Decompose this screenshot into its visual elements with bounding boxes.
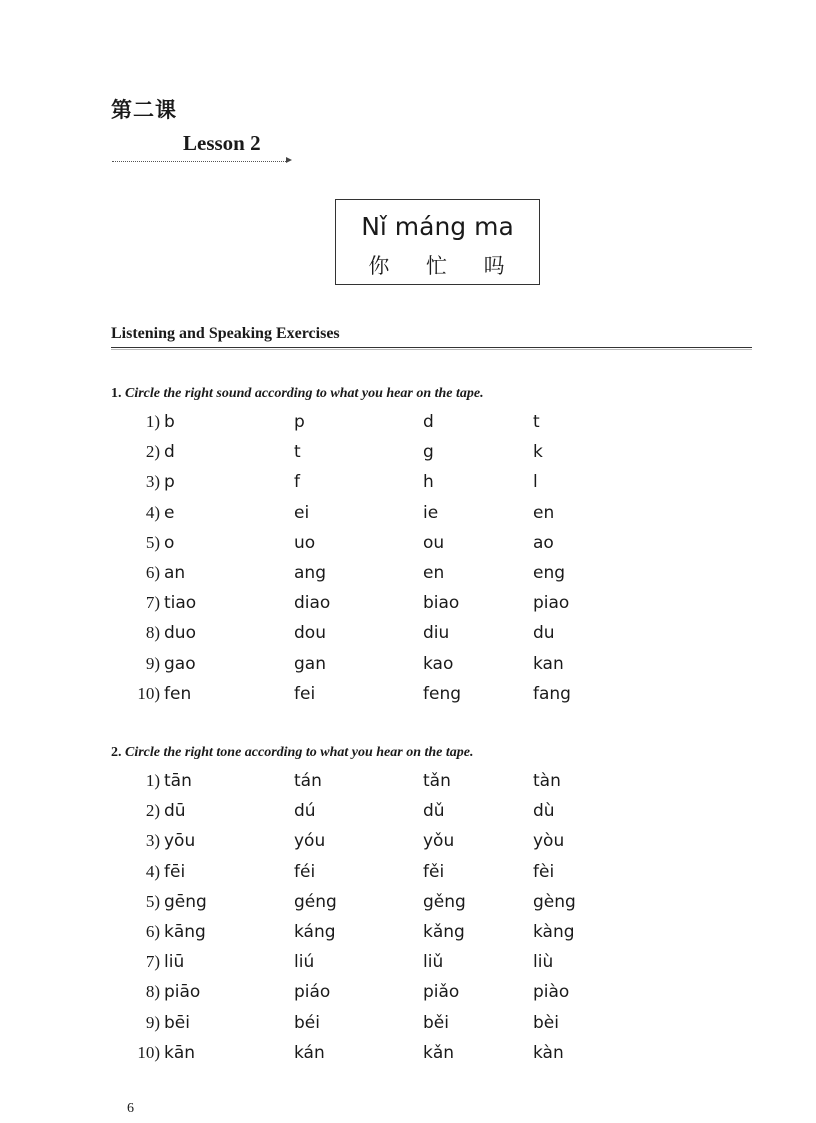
answer-option[interactable]: béi <box>294 1012 320 1033</box>
answer-option[interactable]: f <box>294 472 300 493</box>
answer-option[interactable]: yōu <box>164 831 196 852</box>
answer-option[interactable]: yǒu <box>423 831 455 852</box>
lesson-title-box <box>335 199 540 285</box>
answer-option[interactable]: eng <box>533 563 566 583</box>
exercise-row <box>0 1013 816 1039</box>
answer-option[interactable]: ie <box>423 502 439 523</box>
answer-option[interactable]: dou <box>294 623 326 644</box>
answer-option[interactable]: ang <box>294 563 326 583</box>
answer-option[interactable]: l <box>533 472 538 493</box>
arrow-icon <box>286 157 292 163</box>
answer-option[interactable]: dú <box>294 801 316 822</box>
answer-option[interactable]: kǎn <box>423 1042 455 1063</box>
answer-option[interactable]: tiao <box>164 593 197 614</box>
item-number: 3) <box>145 472 160 492</box>
answer-option[interactable]: tān <box>164 771 192 791</box>
answer-option[interactable]: fei <box>294 683 316 704</box>
answer-option[interactable]: tàn <box>533 771 561 791</box>
item-number: 10) <box>137 1042 160 1062</box>
item-number: 6) <box>145 922 160 941</box>
answer-option[interactable]: du <box>533 623 555 644</box>
exercise-row <box>0 1043 816 1069</box>
section-divider <box>111 347 752 348</box>
exercise-row <box>0 412 816 438</box>
answer-option[interactable]: kan <box>533 653 564 674</box>
answer-option[interactable]: běi <box>423 1012 449 1033</box>
item-number: 7) <box>145 593 160 613</box>
answer-option[interactable]: b <box>164 412 175 432</box>
exercise-row <box>0 623 816 649</box>
answer-option[interactable]: káng <box>294 922 336 942</box>
answer-option[interactable]: ei <box>294 502 310 523</box>
answer-option[interactable]: en <box>423 563 445 583</box>
item-number: 3) <box>145 831 160 851</box>
exercise-row <box>0 982 816 1008</box>
item-number: 10) <box>137 683 160 703</box>
exercise-row <box>0 862 816 888</box>
answer-option[interactable]: dù <box>533 801 555 822</box>
answer-option[interactable]: dū <box>164 801 186 822</box>
answer-option[interactable]: bèi <box>533 1012 559 1033</box>
item-number: 4) <box>145 861 160 881</box>
answer-option[interactable]: gèng <box>533 891 576 912</box>
item-number: 1) <box>145 412 160 431</box>
answer-option[interactable]: yóu <box>294 831 326 852</box>
exercise-row <box>0 952 816 978</box>
exercise-row <box>0 654 816 680</box>
answer-option[interactable]: k <box>533 442 543 463</box>
exercise-2-number: 2. <box>111 745 122 760</box>
exercise-row <box>0 503 816 529</box>
item-number: 1) <box>145 771 160 790</box>
answer-option[interactable]: uo <box>294 532 316 553</box>
answer-option[interactable]: p <box>294 412 305 432</box>
answer-option[interactable]: tán <box>294 771 322 791</box>
answer-option[interactable]: piào <box>533 982 570 1003</box>
answer-option[interactable]: kán <box>294 1042 325 1063</box>
answer-option[interactable]: d <box>423 412 434 432</box>
answer-option[interactable]: h <box>423 472 434 493</box>
exercise-row <box>0 472 816 498</box>
title-hanzi: 你 忙 吗 <box>368 254 507 278</box>
exercise-1-text: Circle the right sound according to what you hear on the tape. <box>125 386 484 401</box>
answer-option[interactable]: ao <box>533 532 554 553</box>
answer-option[interactable]: piao <box>533 593 570 614</box>
answer-option[interactable]: en <box>533 502 555 523</box>
exercise-row <box>0 771 816 797</box>
answer-option[interactable]: yòu <box>533 831 565 852</box>
answer-option[interactable]: liú <box>294 952 315 973</box>
answer-option[interactable]: o <box>164 532 175 553</box>
exercise-row <box>0 831 816 857</box>
answer-option[interactable]: kǎng <box>423 922 465 942</box>
answer-option[interactable]: gěng <box>423 891 466 912</box>
section-divider-shadow <box>111 349 752 350</box>
answer-option[interactable]: t <box>533 412 540 432</box>
answer-option[interactable]: piāo <box>164 982 201 1003</box>
answer-option[interactable]: e <box>164 502 175 523</box>
exercise-2-text: Circle the right tone according to what you hear on the tape. <box>125 745 474 760</box>
item-number: 9) <box>145 1012 160 1032</box>
answer-option[interactable]: diu <box>423 623 450 644</box>
item-number: 6) <box>145 563 160 582</box>
item-number: 2) <box>145 442 160 462</box>
exercise-2-instruction <box>111 745 473 761</box>
answer-option[interactable]: liū <box>164 952 185 973</box>
answer-option[interactable]: bēi <box>164 1012 190 1033</box>
item-number: 7) <box>145 952 160 972</box>
answer-option[interactable]: liù <box>533 952 554 973</box>
answer-option[interactable]: kān <box>164 1042 196 1063</box>
item-number: 9) <box>145 653 160 673</box>
answer-option[interactable]: tǎn <box>423 771 451 791</box>
answer-option[interactable]: fěi <box>423 861 445 882</box>
item-number: 5) <box>145 532 160 552</box>
answer-option[interactable]: dǔ <box>423 801 445 822</box>
answer-option[interactable]: g <box>423 442 434 463</box>
answer-option[interactable]: gao <box>164 653 196 674</box>
page-number: 6 <box>127 1101 134 1116</box>
exercise-1-instruction <box>111 386 484 402</box>
answer-option[interactable]: fèi <box>533 861 555 882</box>
answer-option[interactable]: gan <box>294 653 326 674</box>
exercise-row <box>0 563 816 589</box>
answer-option[interactable]: kāng <box>164 922 206 942</box>
answer-option[interactable]: géng <box>294 891 337 912</box>
answer-option[interactable]: kao <box>423 653 454 674</box>
lesson-title: Lesson 2 <box>183 131 261 155</box>
exercise-row <box>0 593 816 619</box>
answer-option[interactable]: féi <box>294 861 316 882</box>
lesson-underline <box>112 161 288 162</box>
answer-option[interactable]: kàng <box>533 922 575 942</box>
exercise-row <box>0 684 816 710</box>
title-pinyin: Nǐ máng ma <box>361 212 514 241</box>
answer-option[interactable]: fang <box>533 683 571 704</box>
answer-option[interactable]: fen <box>164 683 192 704</box>
item-number: 5) <box>145 891 160 911</box>
answer-option[interactable]: feng <box>423 683 462 704</box>
answer-option[interactable]: kàn <box>533 1042 564 1063</box>
item-number: 2) <box>145 801 160 821</box>
answer-option[interactable]: piáo <box>294 982 331 1003</box>
answer-option[interactable]: t <box>294 442 301 463</box>
item-number: 8) <box>145 982 160 1002</box>
exercise-row <box>0 922 816 948</box>
chapter-title-chinese: 第二课 <box>111 98 177 122</box>
answer-option[interactable]: piǎo <box>423 982 460 1003</box>
answer-option[interactable]: d <box>164 442 175 463</box>
answer-option[interactable]: biao <box>423 593 460 614</box>
answer-option[interactable]: diao <box>294 593 331 614</box>
exercise-1-number: 1. <box>111 386 122 401</box>
item-number: 4) <box>145 502 160 522</box>
exercise-row <box>0 533 816 559</box>
item-number: 8) <box>145 623 160 643</box>
exercise-row <box>0 892 816 918</box>
answer-option[interactable]: liǔ <box>423 952 444 973</box>
exercise-row <box>0 442 816 468</box>
section-heading: Listening and Speaking Exercises <box>111 325 340 342</box>
answer-option[interactable]: duo <box>164 623 196 644</box>
exercise-row <box>0 801 816 827</box>
answer-option[interactable]: p <box>164 472 175 493</box>
answer-option[interactable]: ou <box>423 532 445 553</box>
answer-option[interactable]: gēng <box>164 891 207 912</box>
answer-option[interactable]: fēi <box>164 861 186 882</box>
answer-option[interactable]: an <box>164 563 186 583</box>
